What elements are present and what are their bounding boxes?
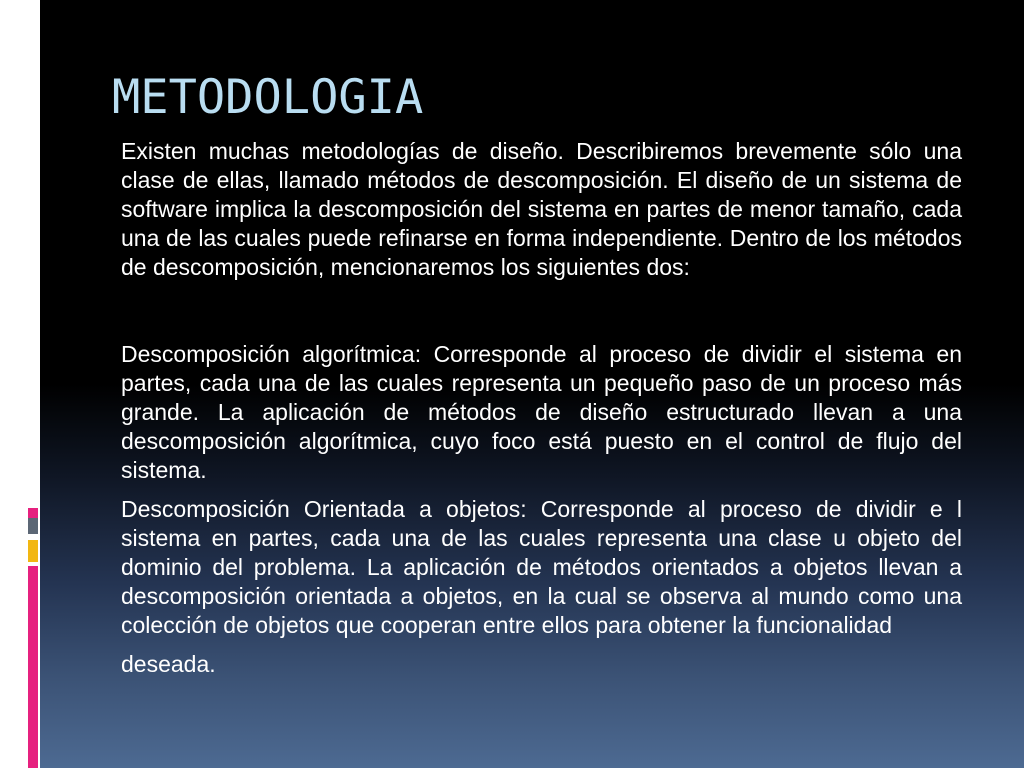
- paragraph-object-oriented: Descomposición Orientada a objetos: Corresponde al proceso de dividir e l sistema en partes, cada una de las cuales representa una clase u objeto del dominio del problema. La aplicación de métodos orientados a objetos llevan a descomposición orientada a objetos, en la cual se observa al mundo como una colección de objetos que cooperan entre ellos para obtener la funcionalidad: [121, 496, 962, 638]
- paragraph-algorithmic: Descomposición algorítmica: Corresponde al proceso de dividir el sistema en partes, cada una de las cuales representa un pequeño paso de un proceso más grande. La aplicación de métodos de diseño estructurado llevan a una descomposición algorítmica, cuyo foco está puesto en el control de flujo del sistema.: [121, 341, 962, 483]
- slide-title: METODOLOGIA: [112, 70, 424, 125]
- paragraph-intro: Existen muchas metodologías de diseño. Describiremos brevemente sólo una clase de ellas, llamado métodos de descomposición. El diseño de un sistema de software implica la descomposición del sistema en partes de menor tamaño, cada una de las cuales puede refinarse en forma independiente. Dentro de los métodos de descomposición, mencionaremos los siguientes dos:: [121, 138, 962, 280]
- slide-body: [121, 137, 962, 679]
- accent-bar-yellow: [28, 540, 38, 562]
- accent-bar-pink-bottom: [28, 566, 38, 768]
- paragraph-trailing: deseada.: [121, 651, 216, 677]
- accent-bar-gray: [28, 518, 38, 534]
